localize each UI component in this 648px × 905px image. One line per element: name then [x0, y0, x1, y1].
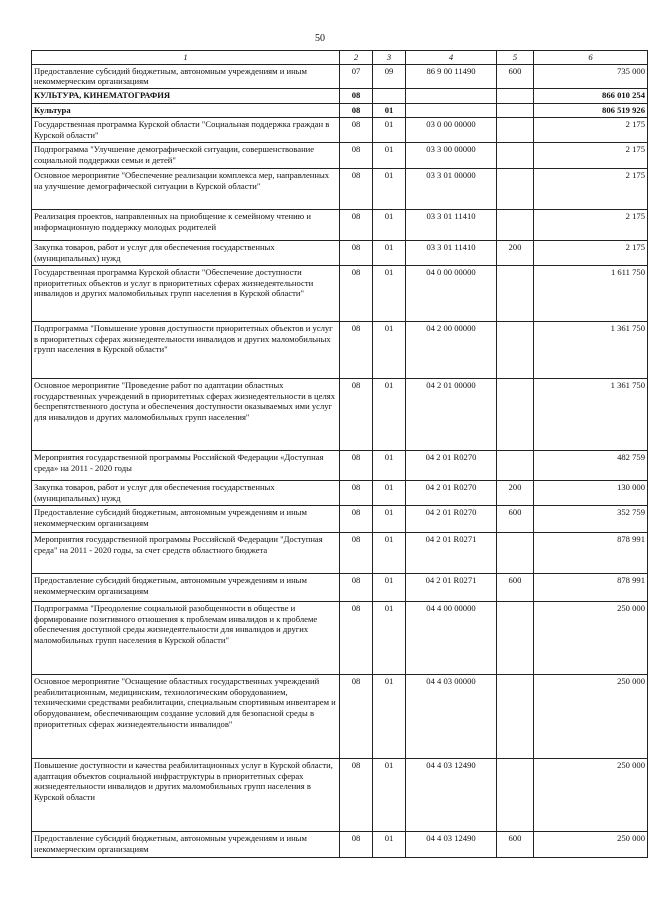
row-name: Закупка товаров, работ и услуг для обеспечения государственных (муниципальных) нужд [32, 240, 340, 265]
row-section-code: 08 [340, 117, 373, 142]
row-expense-type [497, 601, 534, 674]
row-section-code: 08 [340, 104, 373, 118]
row-expense-type: 600 [497, 64, 534, 88]
row-target-article: 04 2 01 R0271 [406, 532, 497, 573]
table-row [32, 142, 648, 168]
row-amount: 1 361 750 [534, 378, 648, 450]
row-expense-type [497, 168, 534, 209]
row-amount: 352 759 [534, 505, 648, 532]
row-amount: 2 175 [534, 142, 648, 168]
header-col-4: 4 [406, 51, 497, 65]
row-subsection-code: 01 [373, 532, 406, 573]
row-section-code: 08 [340, 265, 373, 321]
row-target-article: 03 3 01 11410 [406, 240, 497, 265]
budget-table [31, 50, 648, 858]
row-target-article: 04 2 01 R0270 [406, 505, 497, 532]
header-col-2: 2 [340, 51, 373, 65]
table-row [32, 209, 648, 240]
table-row [32, 831, 648, 857]
row-subsection-code: 01 [373, 209, 406, 240]
row-section-code: 07 [340, 64, 373, 88]
row-subsection-code: 01 [373, 321, 406, 378]
row-expense-type [497, 117, 534, 142]
row-name: КУЛЬТУРА, КИНЕМАТОГРАФИЯ [32, 89, 340, 104]
row-name: Подпрограмма "Повышение уровня доступности приоритетных объектов и услуг в приоритетных сферах жизнедеятельности инвалидов и других маломобильных групп населения в Курской области" [32, 321, 340, 378]
row-name: Культура [32, 104, 340, 118]
row-amount: 2 175 [534, 117, 648, 142]
header-col-3: 3 [373, 51, 406, 65]
row-expense-type: 600 [497, 573, 534, 601]
row-subsection-code: 01 [373, 450, 406, 480]
page-number: 50 [315, 33, 325, 44]
row-section-code: 08 [340, 321, 373, 378]
row-name: Подпрограмма "Преодоление социальной разобщенности в обществе и формирование позитивного отношения к проблемам инвалидов и к проблеме обеспечения доступной среды жизнедеятельности для инвалидов и других маломобильных групп населения в Курской области" [32, 601, 340, 674]
table-row [32, 89, 648, 104]
row-expense-type [497, 674, 534, 758]
row-name: Основное мероприятие "Оснащение областных государственных учреждений реабилитационным, медицинским, технологическим оборудованием, техническими средствами реабилитации, специальным спортивным инвентарем и оборудованием, обеспечивающим создание условий для безопасной среды в приоритетных сферах жизнедеятельности инвалидов" [32, 674, 340, 758]
header-col-6: 6 [534, 51, 648, 65]
row-amount: 1 361 750 [534, 321, 648, 378]
row-section-code: 08 [340, 480, 373, 505]
row-subsection-code: 01 [373, 480, 406, 505]
table-row [32, 64, 648, 88]
row-target-article: 03 3 01 11410 [406, 209, 497, 240]
row-target-article: 04 2 00 00000 [406, 321, 497, 378]
row-subsection-code: 01 [373, 505, 406, 532]
row-amount: 250 000 [534, 601, 648, 674]
row-amount: 250 000 [534, 674, 648, 758]
row-subsection-code [373, 89, 406, 104]
row-subsection-code: 01 [373, 104, 406, 118]
row-amount: 878 991 [534, 532, 648, 573]
table-row [32, 758, 648, 831]
table-row [32, 573, 648, 601]
table-row [32, 378, 648, 450]
row-name: Повышение доступности и качества реабилитационных услуг в Курской области, адаптация объектов социальной инфраструктуры в приоритетных сферах жизнедеятельности инвалидов и других маломобильных групп населения в Курской области [32, 758, 340, 831]
row-section-code: 08 [340, 142, 373, 168]
row-subsection-code: 01 [373, 674, 406, 758]
table-row [32, 532, 648, 573]
row-section-code: 08 [340, 505, 373, 532]
row-amount: 2 175 [534, 240, 648, 265]
row-section-code: 08 [340, 601, 373, 674]
row-expense-type [497, 104, 534, 118]
row-name: Основное мероприятие "Проведение работ по адаптации областных государственных учреждений в приоритетных сферах жизнедеятельности в целях беспрепятственного доступа и обеспечения доступности оказываемых ими услуг для инвалидов и других маломобильных групп населения" [32, 378, 340, 450]
row-expense-type: 200 [497, 240, 534, 265]
row-amount: 1 611 750 [534, 265, 648, 321]
row-expense-type: 200 [497, 480, 534, 505]
table-row [32, 480, 648, 505]
row-amount: 866 010 254 [534, 89, 648, 104]
table-row [32, 168, 648, 209]
row-expense-type [497, 265, 534, 321]
row-section-code: 08 [340, 758, 373, 831]
row-name: Предоставление субсидий бюджетным, автономным учреждениям и иным некоммерческим организациям [32, 505, 340, 532]
row-subsection-code: 01 [373, 168, 406, 209]
row-target-article: 04 0 00 00000 [406, 265, 497, 321]
row-name: Предоставление субсидий бюджетным, автономным учреждениям и иным некоммерческим организациям [32, 64, 340, 88]
row-amount: 250 000 [534, 831, 648, 857]
row-subsection-code: 01 [373, 142, 406, 168]
row-name: Государственная программа Курской области "Обеспечение доступности приоритетных объектов и услуг в приоритетных сферах жизнедеятельности инвалидов и других маломобильных групп населения в Курской области" [32, 265, 340, 321]
row-section-code: 08 [340, 450, 373, 480]
row-name: Основное мероприятие "Обеспечение реализации комплекса мер, направленных на улучшение демографической ситуации в Курской области" [32, 168, 340, 209]
budget-table-body [32, 51, 648, 858]
row-section-code: 08 [340, 573, 373, 601]
row-section-code: 08 [340, 209, 373, 240]
row-amount: 130 000 [534, 480, 648, 505]
row-amount: 806 519 926 [534, 104, 648, 118]
row-target-article [406, 104, 497, 118]
row-expense-type [497, 209, 534, 240]
row-name: Мероприятия государственной программы Российской Федерации "Доступная среда" на 2011 - 2020 годы, за счет средств областного бюджета [32, 532, 340, 573]
row-subsection-code: 01 [373, 265, 406, 321]
row-target-article: 03 3 01 00000 [406, 168, 497, 209]
row-subsection-code: 01 [373, 117, 406, 142]
row-subsection-code: 01 [373, 601, 406, 674]
row-amount: 2 175 [534, 209, 648, 240]
row-section-code: 08 [340, 378, 373, 450]
row-section-code: 08 [340, 532, 373, 573]
row-subsection-code: 01 [373, 240, 406, 265]
row-expense-type: 600 [497, 831, 534, 857]
row-subsection-code: 01 [373, 378, 406, 450]
row-name: Предоставление субсидий бюджетным, автономным учреждениям и иным некоммерческим организациям [32, 573, 340, 601]
row-expense-type: 600 [497, 505, 534, 532]
row-expense-type [497, 532, 534, 573]
table-row [32, 240, 648, 265]
row-amount: 482 759 [534, 450, 648, 480]
row-subsection-code: 09 [373, 64, 406, 88]
table-row [32, 674, 648, 758]
header-col-5: 5 [497, 51, 534, 65]
row-name: Подпрограмма "Улучшение демографической ситуации, совершенствование социальной поддержки семьи и детей" [32, 142, 340, 168]
row-expense-type [497, 378, 534, 450]
row-amount: 2 175 [534, 168, 648, 209]
row-subsection-code: 01 [373, 758, 406, 831]
row-expense-type [497, 321, 534, 378]
row-target-article [406, 89, 497, 104]
row-name: Закупка товаров, работ и услуг для обеспечения государственных (муниципальных) нужд [32, 480, 340, 505]
row-expense-type [497, 758, 534, 831]
header-col-1: 1 [32, 51, 340, 65]
row-name: Реализация проектов, направленных на приобщение к семейному чтению и информационную поддержку молодых родителей [32, 209, 340, 240]
row-expense-type [497, 89, 534, 104]
row-target-article: 04 2 01 R0270 [406, 450, 497, 480]
row-target-article: 04 2 01 R0270 [406, 480, 497, 505]
row-expense-type [497, 450, 534, 480]
row-target-article: 86 9 00 11490 [406, 64, 497, 88]
table-row [32, 505, 648, 532]
row-amount: 250 000 [534, 758, 648, 831]
table-row [32, 321, 648, 378]
row-section-code: 08 [340, 89, 373, 104]
table-row [32, 104, 648, 118]
row-name: Государственная программа Курской области "Социальная поддержка граждан в Курской области" [32, 117, 340, 142]
table-row [32, 265, 648, 321]
table-header-row [32, 51, 648, 65]
row-section-code: 08 [340, 674, 373, 758]
row-amount: 735 000 [534, 64, 648, 88]
row-target-article: 04 4 00 00000 [406, 601, 497, 674]
row-expense-type [497, 142, 534, 168]
table-row [32, 117, 648, 142]
row-target-article: 04 4 03 12490 [406, 831, 497, 857]
row-name: Предоставление субсидий бюджетным, автономным учреждениям и иным некоммерческим организациям [32, 831, 340, 857]
row-section-code: 08 [340, 240, 373, 265]
row-target-article: 03 3 00 00000 [406, 142, 497, 168]
row-subsection-code: 01 [373, 573, 406, 601]
row-target-article: 04 4 03 00000 [406, 674, 497, 758]
table-row [32, 450, 648, 480]
row-subsection-code: 01 [373, 831, 406, 857]
row-target-article: 04 2 01 R0271 [406, 573, 497, 601]
row-amount: 878 991 [534, 573, 648, 601]
row-name: Мероприятия государственной программы Российской Федерации «Доступная среда» на 2011 - 2020 годы [32, 450, 340, 480]
row-section-code: 08 [340, 168, 373, 209]
row-target-article: 03 0 00 00000 [406, 117, 497, 142]
row-target-article: 04 4 03 12490 [406, 758, 497, 831]
row-target-article: 04 2 01 00000 [406, 378, 497, 450]
table-row [32, 601, 648, 674]
row-section-code: 08 [340, 831, 373, 857]
